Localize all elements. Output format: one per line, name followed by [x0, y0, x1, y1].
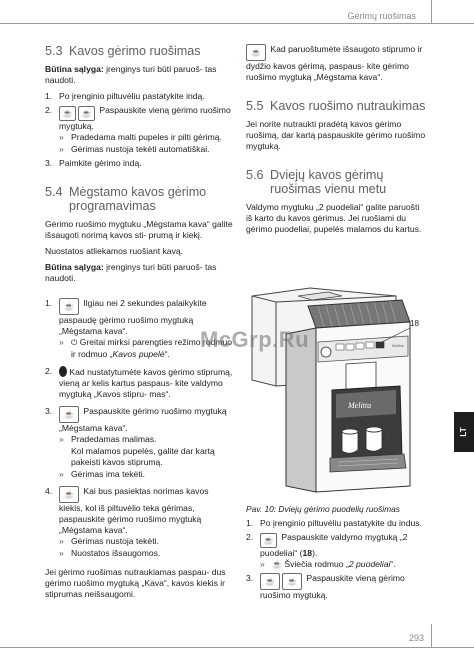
header-rule [0, 23, 474, 24]
result-item: » Pradedamas malimas. [59, 433, 157, 444]
espresso-cup-icon: ☕ [59, 106, 76, 121]
brand-logo: Melitta [348, 401, 372, 410]
favourite-coffee-icon: ☕ [59, 406, 79, 423]
right-column [246, 44, 426, 240]
result-item: » Gėrimas nustoja tekėti. [59, 535, 159, 546]
left-column [45, 44, 233, 605]
step-item: 2. ☕ Paspauskite valdymo mygtuką „2 puodeliai“ (18). » ☕ Šviečia rodmuo „2 puodeliai“. [246, 532, 426, 570]
espresso-cup-icon: ☕ [260, 573, 280, 590]
result-item: » Gėrimas nustoja tekėti automatiškai. [59, 144, 210, 155]
power-icon: ⏻ [71, 338, 78, 348]
section-heading-5-4: 5.4 Mėgstamo kavos gėrimo programavimas [45, 185, 207, 214]
callout-number: 18 [410, 319, 419, 328]
result-item: » Pradedama malti pupeles ir pilti gėrimą. [59, 132, 222, 143]
paragraph: ☕ Kad paruoštumėte išsaugoto stiprumo ir dydžio kavos gėrimą, paspaus- kite gėrimo ruošimo mygtuką „Mėgstama kava“. [246, 44, 423, 82]
step-item: 1. Po įrenginio piltuvėliu pastatykite du indus. [246, 518, 422, 528]
header-tick [431, 0, 432, 24]
result-item: » ☕ Šviečia rodmuo „2 puodeliai“. [260, 559, 396, 569]
result-item: » ⏻ Greitai mirksi parengties režimo rodmuo ir rodmuo „Kavos pupelė“. [59, 337, 233, 359]
footer-rule [0, 647, 474, 648]
section-heading-5-5: 5.5 Kavos ruošimo nutraukimas [246, 99, 426, 113]
step-item: 4. ☕ Kai bus pasiektas norimas kavos kiekis, kol iš piltuvėlio teka gėrimas, paspauskite gėrimo ruošimo mygtuką „Mėgstama kava“. » Gėrimas nustoja tekėti. » Nuostatos išsaugomos. [45, 486, 233, 559]
coffee-cup-icon: ☕ [78, 106, 95, 121]
language-tab: LT [454, 412, 474, 452]
footer-tick [431, 624, 432, 648]
favourite-coffee-icon: ☕ [59, 486, 79, 503]
panel-label: Melitta [392, 343, 404, 348]
running-header: Gėrimų ruošimas [341, 11, 420, 23]
paragraph: Nuostatos atliekamos ruošiant kavą. [45, 246, 184, 257]
coffee-machine-svg [246, 286, 426, 496]
paragraph: Jei norite nutraukti pradėtą kavos gėrimo ruošimą, dar kartą paspauskite gėrimo ruošimo mygtuką. [246, 119, 426, 152]
step-item: 1. Po įrenginio piltuvėliu pastatykite indą. [45, 91, 205, 102]
two-cups-icon: ☕ [260, 533, 277, 548]
steps-two-cups [246, 518, 426, 604]
favourite-coffee-icon: ☕ [59, 298, 79, 315]
step-item: 3. ☕ Paspauskite gėrimo ruošimo mygtuką „Mėgstama kava“. » Pradedamas malimas. Kol malamos pupelės, galite dar kartą pakeisti kavos stiprumą. » Gėrimas ima tekėti. [45, 406, 233, 480]
result-item: » Nuostatos išsaugomos. [59, 547, 161, 558]
step-item: 1. ☕ Ilgiau nei 2 sekundes palaikykite paspaudę gėrimo ruošimo mygtuką „Mėgstama kava“. » ⏻ Greitai mirksi parengties režimo rodmuo ir rodmuo „Kavos pupelė“. [45, 298, 233, 359]
paragraph: Valdymo mygtuku „2 puodeliai“ galite paruošti iš karto du kavos gėrimus. Jei ruošiami du gėrimo puodeliai, pupelės malamos du kartus. [246, 202, 422, 235]
section-heading-5-6: 5.6 Dviejų kavos gėrimų ruošimas vienu metu [246, 168, 387, 197]
result-item: Kol malamos pupelės, galite dar kartą pakeisti kavos stiprumą. [71, 445, 215, 467]
coffee-machine-illustration [246, 286, 426, 496]
paragraph: Gėrimo ruošimo mygtuku „Mėgstama kava“ galite išsaugoti norimą kavos sti- prumą ir kiekį. [45, 219, 233, 241]
paragraph: Jei gėrimo ruošimas nutraukiamas paspau- dus gėrimo ruošimo mygtuką „Kava“, kavos kiekis ir stiprumas neišsaugomi. [45, 566, 226, 599]
coffee-bean-icon [59, 366, 67, 377]
page-number: 293 [408, 633, 424, 644]
watermark: McGrp.Ru [200, 327, 310, 352]
two-cups-indicator-icon: ☕ [272, 560, 282, 569]
precondition: Būtina sąlyga: įrenginys turi būti paruoš- tas naudoti. [45, 262, 217, 284]
section-heading-5-3: 5.3 Kavos gėrimo ruošimas [45, 44, 201, 58]
step-item: 2. Kad nustatytumėte kavos gėrimo stiprumą, vieną ar kelis kartus paspaus- kite valdymo mygtuką „Kavos stipru- mas“. [45, 365, 233, 399]
step-item: 3. ☕ ☕ Paspauskite vieną gėrimo ruošimo mygtuką. [246, 573, 405, 601]
coffee-cup-icon: ☕ [282, 573, 302, 590]
favourite-coffee-icon: ☕ [246, 44, 266, 61]
figure-caption: Pav. 10: Dviejų gėrimo puodelių ruošimas [246, 504, 400, 514]
precondition: Būtina sąlyga: įrenginys turi būti paruoš- tas naudoti. [45, 64, 217, 86]
result-item: » Gėrimas ima tekėti. [59, 468, 146, 479]
step-item: 2. ☕ ☕ Paspauskite vieną gėrimo ruošimo mygtuką. » Pradedama malti pupeles ir pilti gėrimą. » Gėrimas nustoja tekėti automatiškai. [45, 105, 233, 155]
step-item: 3. Paimkite gėrimo indą. [45, 158, 142, 169]
